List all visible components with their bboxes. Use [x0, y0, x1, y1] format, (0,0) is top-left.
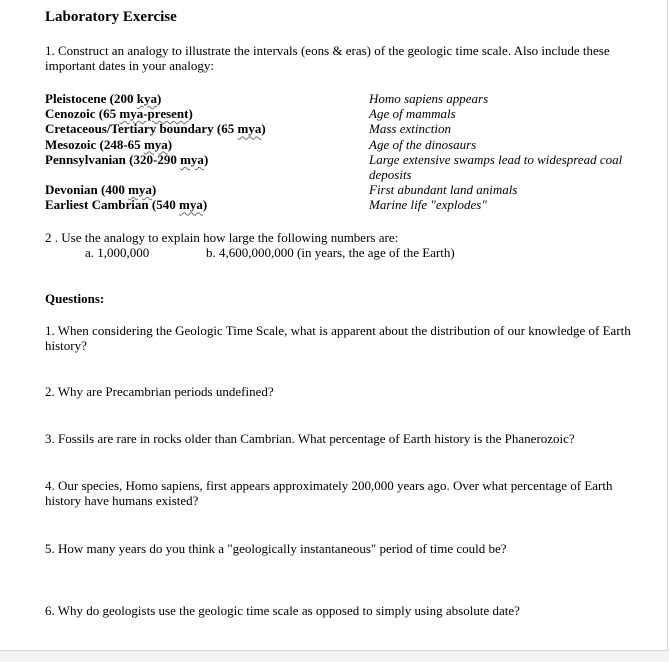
events-list: [45, 91, 266, 213]
event-description: Age of mammals: [369, 106, 456, 122]
event-descriptions: [369, 91, 649, 213]
event-description: First abundant land animals: [369, 182, 518, 198]
event-description: Large extensive swamps lead to widespread coal deposits: [369, 151, 623, 182]
question-2-item-b: b. 4,600,000,000 (in years, the age of the Earth): [206, 245, 455, 260]
event-description: Age of the dinosaurs: [369, 136, 477, 152]
event-description: Mass extinction: [369, 121, 451, 137]
question-item: 6. Why do geologists use the geologic time scale as opposed to simply using absolute date?: [45, 603, 520, 618]
question-item: 3. Fossils are rare in rocks older than Cambrian. What percentage of Earth history is the Phanerozoic?: [45, 431, 575, 446]
question-item: 4. Our species, Homo sapiens, first appears approximately 200,000 years ago. Over what percentage of Earth history have humans existed?: [45, 478, 613, 508]
event-row: Cenozoic (65 mya-present): [45, 106, 193, 122]
question-item: 2. Why are Precambrian periods undefined?: [45, 384, 274, 399]
question-1-prompt: 1. Construct an analogy to illustrate the intervals (eons & eras) of the geologic time scale. Also include these important dates in your analogy:: [45, 43, 610, 73]
question-2-prompt: 2 . Use the analogy to explain how large the following numbers are:: [45, 230, 399, 245]
question-item: 5. How many years do you think a "geologically instantaneous" period of time could be?: [45, 541, 507, 556]
question-item: 1. When considering the Geologic Time Scale, what is apparent about the distribution of our knowledge of Earth history?: [45, 323, 631, 353]
event-row: Pennsylvanian (320-290 mya): [45, 151, 209, 167]
event-row: Cretaceous/Tertiary boundary (65 mya): [45, 121, 266, 137]
event-description: Marine life "explodes": [369, 197, 487, 213]
event-row: Earliest Cambrian (540 mya): [45, 197, 208, 213]
question-2-item-a: a. 1,000,000: [85, 245, 150, 260]
event-row: Devonian (400 mya): [45, 182, 157, 198]
questions-heading: Questions:: [45, 291, 105, 306]
event-row: Pleistocene (200 kya): [45, 91, 162, 106]
event-row: Mesozoic (248-65 mya): [45, 136, 173, 152]
page-title: Laboratory Exercise: [45, 9, 177, 25]
event-description: Homo sapiens appears: [369, 91, 489, 106]
